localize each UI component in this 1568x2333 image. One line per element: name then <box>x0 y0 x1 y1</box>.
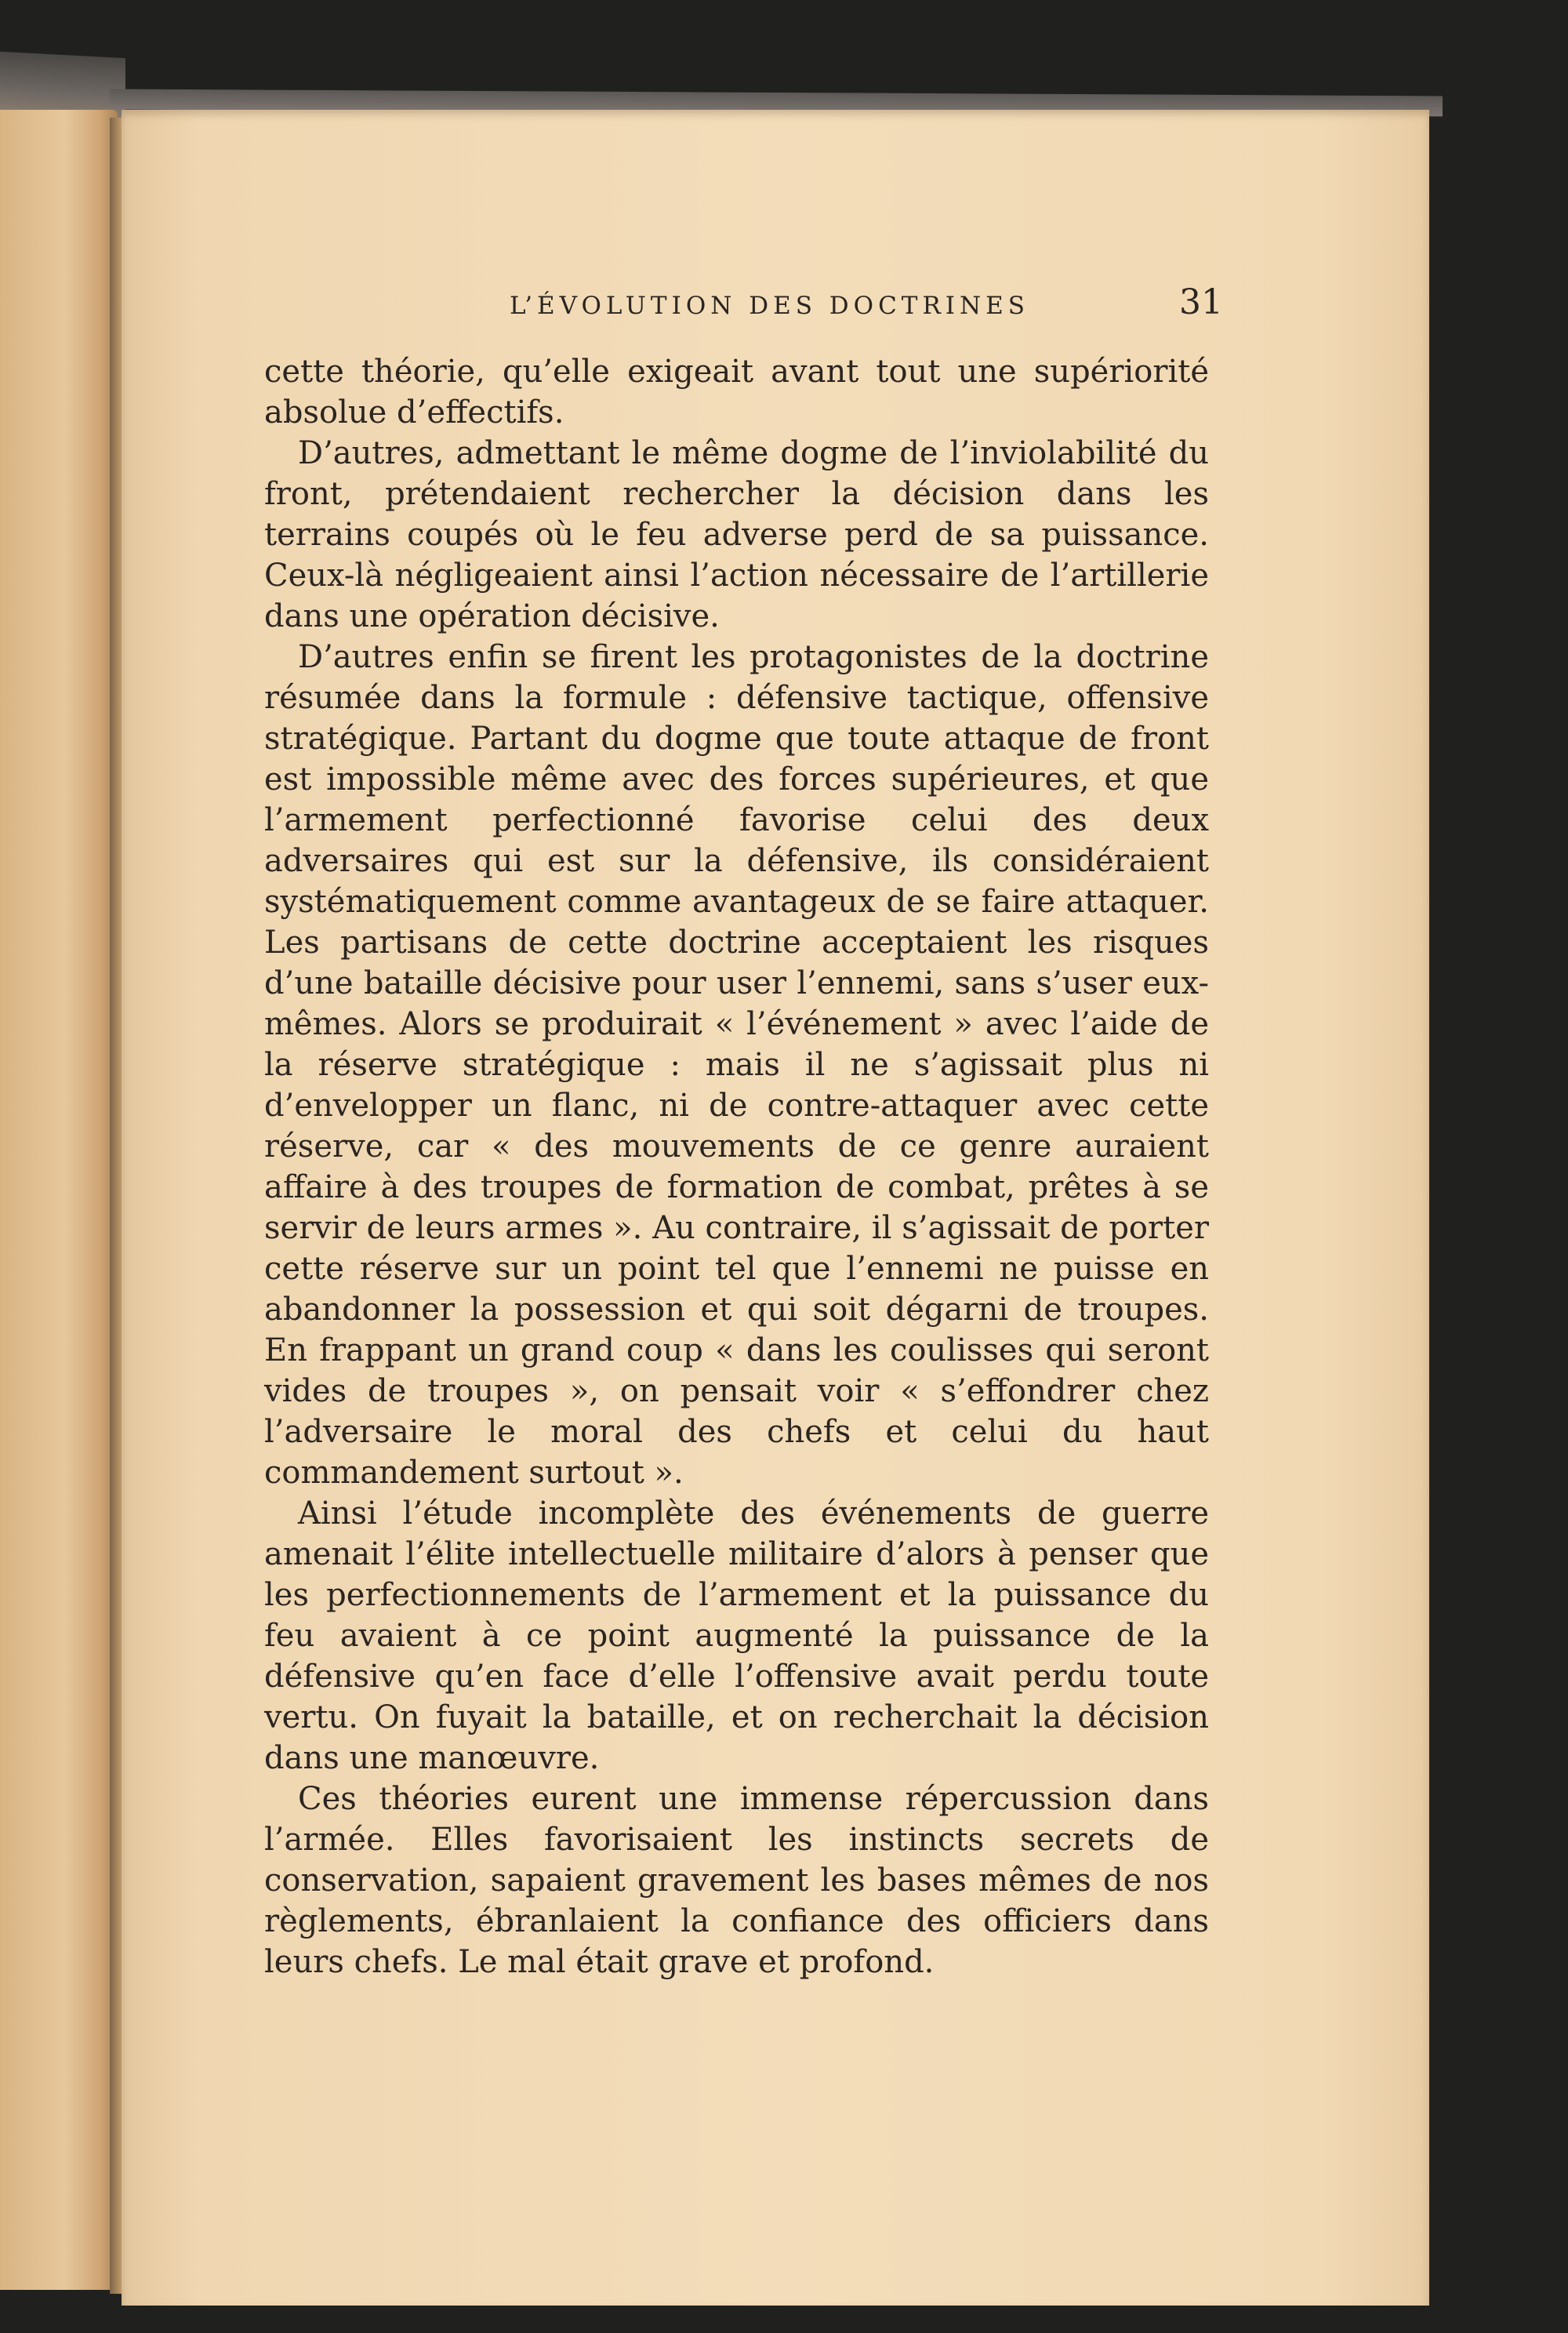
body-text <box>264 351 1209 1982</box>
paragraph-1: cette théorie, qu’elle exigeait avant tout une supériorité absolue d’effectifs. <box>264 354 1209 431</box>
running-head-title: L’ÉVOLUTION DES DOCTRINES <box>510 292 1030 320</box>
paragraph-5: Ces théories eurent une immense répercussion dans l’armée. Elles favorisaient les instincts secrets de conservation, sapaient gravement les bases mêmes de nos règlements, ébranlaient la confiance des officiers dans leurs chefs. Le mal était grave et profond. <box>264 1781 1209 1980</box>
paragraph-3: D’autres enfin se firent les protagonistes de la doctrine résumée dans la formule : défensive tactique, offensive stratégique. Partant du dogme que toute attaque de front est impossible même avec des forces supérieures, et que l’armement perfectionné favorise celui des deux adversaires qui est sur la défensive, ils considéraient systématiquement comme avantageux de se faire attaquer. Les partisans de cette doctrine acceptaient les risques d’une bataille décisive pour user l’ennemi, sans s’user eux-mêmes. Alors se produirait « l’événement » avec l’aide de la réserve stratégique : mais il ne s’agissait plus ni d’envelopper un flanc, ni de contre-attaquer avec cette réserve, car « des mouvements de ce genre auraient affaire à des troupes de formation de combat, prêtes à se servir de leurs armes ». Au contraire, il s’agissait de porter cette réserve sur un point tel que l’ennemi ne puisse en abandonner la possession et qui soit dégarni de troupes. En frappant un grand coup « dans les coulisses qui seront vides de troupes », on pensait voir « s’effondrer chez l’adversaire le moral des chefs et celui du haut commandement surtout ». <box>264 639 1209 1491</box>
left-facing-page <box>0 110 118 2290</box>
paragraph-2: D’autres, admettant le même dogme de l’inviolabilité du front, prétendaient rechercher la décision dans les terrains coupés où le feu adverse perd de sa puissance. Ceux-là négligeaient ainsi l’action nécessaire de l’artillerie dans une opération décisive. <box>264 435 1209 634</box>
paragraph-4: Ainsi l’étude incomplète des événements de guerre amenait l’élite intellectuelle militaire d’alors à penser que les perfectionnements de l’armement et la puissance du feu avaient à ce point augmenté la puissance de la défensive qu’en face d’elle l’offensive avait perdu toute vertu. On fuyait la bataille, et on recherchait la décision dans une manœuvre. <box>264 1495 1209 1776</box>
page-number: 31 <box>1179 282 1223 322</box>
running-head <box>235 282 1223 329</box>
